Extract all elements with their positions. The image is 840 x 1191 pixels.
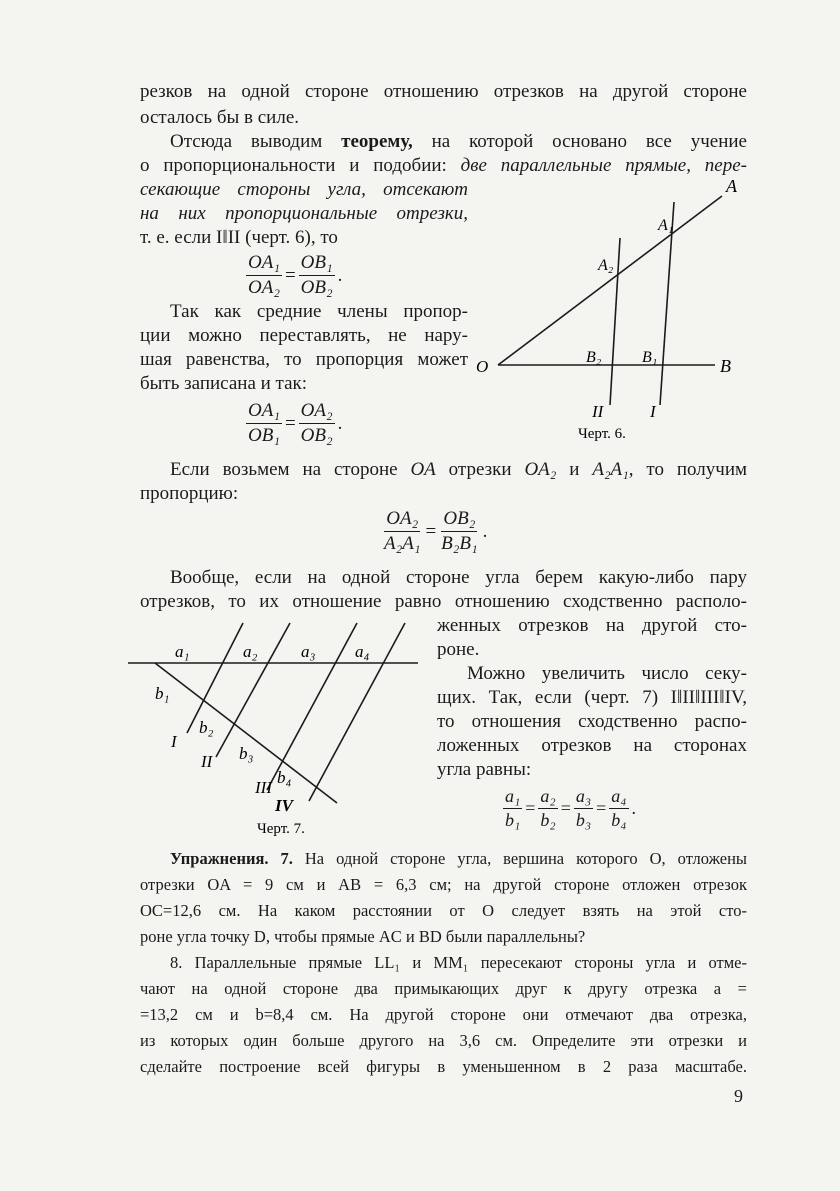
numerator: OA₂ <box>384 508 420 532</box>
denominator: OB₂ <box>300 277 333 298</box>
formula-1 <box>246 252 345 299</box>
text-line-5: секающие стороны угла, отсекают <box>140 179 468 200</box>
text-span: о пропорциональности и подобии: <box>140 155 461 176</box>
denominator: b₂ <box>540 810 556 830</box>
exercise-7-line-2: отрезки OA = 9 см и AB = 6,3 см; на другой стороне отложен отрезок <box>140 875 747 894</box>
fig6-label-A: A <box>726 176 737 196</box>
fraction <box>503 786 522 831</box>
numerator: OB₁ <box>299 252 335 276</box>
fig6-label-I: I <box>650 402 656 421</box>
formula-3 <box>382 508 490 555</box>
fig7-side-b <box>155 663 337 803</box>
equals-sign: = <box>284 412 296 434</box>
denominator: A₂A₁ <box>384 533 421 554</box>
text-span: Отсюда выводим <box>170 131 342 152</box>
text-line-6: на них пропорциональные отрезки, <box>140 203 468 224</box>
theorem-word: теорему, <box>341 131 413 152</box>
fig7-label-a2: a₂ <box>243 642 258 661</box>
text-line-16: женных отрезков на другой сто- <box>437 615 747 636</box>
fig7-label-b1: b₁ <box>155 684 170 703</box>
fig6-label-B2: B₂ <box>586 349 602 366</box>
text-line-15: отрезков, то их отношение равно отношению сходственно располо- <box>140 591 747 612</box>
period: . <box>482 520 488 542</box>
fraction <box>574 786 593 831</box>
equals-sign: = <box>425 520 437 542</box>
numerator: OA₁ <box>246 252 282 276</box>
formula-4 <box>503 786 639 831</box>
denominator: OB₂ <box>300 425 333 446</box>
text-line-8: Так как средние члены пропор- <box>170 301 468 322</box>
denominator: b₃ <box>575 810 592 830</box>
fraction <box>382 508 422 555</box>
fig7-label-b3: b₃ <box>239 744 254 763</box>
fig6-side-OA <box>498 196 722 365</box>
text-line-13: пропорцию: <box>140 483 239 504</box>
page-number: 9 <box>734 1086 743 1106</box>
numerator: OA₂ <box>299 400 335 424</box>
text-line-17: роне. <box>437 639 480 660</box>
fraction <box>609 786 628 831</box>
fraction <box>299 400 335 447</box>
fraction <box>439 508 479 555</box>
exercises-heading: Упражнения. 7. <box>170 849 293 868</box>
numerator: OA₁ <box>246 400 282 424</box>
equals-sign: = <box>596 798 607 818</box>
period: . <box>337 264 343 286</box>
fig7-label-a4: a₄ <box>355 642 370 661</box>
period: . <box>631 798 637 818</box>
numerator: OB₂ <box>441 508 477 532</box>
text-line-7: т. е. если I‖II (черт. 6), то <box>140 227 338 248</box>
text-span: на которой основано все учение <box>412 131 747 152</box>
text-line-19: щих. Так, если (черт. 7) I‖II‖III‖IV, <box>437 687 747 708</box>
numerator: a₁ <box>503 786 522 809</box>
denominator: b₄ <box>611 810 627 830</box>
fraction <box>538 786 557 831</box>
fraction <box>246 400 282 447</box>
numerator: a₄ <box>609 786 628 809</box>
text-line-2: осталось бы в силе. <box>140 107 300 128</box>
denominator: OB₁ <box>248 425 280 446</box>
fig6-caption: Черт. 6. <box>578 426 626 442</box>
fraction <box>299 252 335 299</box>
text-line-20: то отношения сходственно распо- <box>437 711 747 732</box>
fig6-label-O: O <box>476 357 489 376</box>
fig7-label-b4: b₄ <box>277 768 292 787</box>
text-span: и <box>556 459 593 480</box>
fig6-label-II: II <box>592 402 604 421</box>
text-span: Если возьмем на стороне <box>170 459 411 480</box>
fig6-label-A2: A₂ <box>598 257 614 274</box>
fig7-caption: Черт. 7. <box>257 821 305 837</box>
math-OA: OA <box>410 459 436 480</box>
fig7-label-IV: IV <box>275 796 293 815</box>
fig7-label-II: II <box>201 752 213 771</box>
math-A2A1: A₂A₁ <box>592 459 629 480</box>
fig7-label-a3: a₃ <box>301 642 316 661</box>
exercise-8-line-4: из которых один больше другого на 3,6 см. Определите эти отрезки и <box>140 1031 747 1050</box>
math-OA2: OA₂ <box>524 459 557 480</box>
text-line-22: угла равны: <box>437 759 532 780</box>
fig7-label-a1: a₁ <box>175 642 190 661</box>
fig6-label-A1: A₁ <box>658 217 674 234</box>
fig7-label-b2: b₂ <box>199 718 214 737</box>
text-line-12 <box>170 458 747 482</box>
theorem-italic: две параллельные прямые, пере- <box>460 155 747 176</box>
fig7-parallel-I <box>187 623 243 733</box>
figure-6 <box>470 170 750 450</box>
fig7-label-I: I <box>171 732 177 751</box>
text-line-9: ции можно переставлять, не нару- <box>140 325 468 346</box>
figure-7 <box>125 615 425 840</box>
text-line-21: ложенных отрезков на сторонах <box>437 735 747 756</box>
exercise-7-line-3: OC=12,6 см. На каком расстоянии от O следует взять на этой сто- <box>140 901 747 920</box>
formula-2 <box>246 400 345 447</box>
exercise-7-line-4: роне угла точку D, чтобы прямые AC и BD были параллельны? <box>140 927 586 946</box>
equals-sign: = <box>560 798 571 818</box>
exercise-8-line-2: чают на одной стороне два примыкающих друг к другу отрезка a = <box>140 979 747 998</box>
fig6-label-B: B <box>720 356 731 376</box>
text-span: На одной стороне угла, вершина которого O, отложены <box>292 849 747 868</box>
fig6-label-B1: B₁ <box>642 349 658 366</box>
text-span: отрезки <box>435 459 525 480</box>
denominator: OA₂ <box>248 277 280 298</box>
fig7-label-III: III <box>255 778 272 797</box>
text-line-1: резков на одной стороне отношению отрезков на другой стороне <box>140 81 747 102</box>
exercise-7-line-1 <box>170 846 747 872</box>
text-line-10: шая равенства, то пропорция может <box>140 349 468 370</box>
denominator: b₁ <box>505 810 521 830</box>
period: . <box>337 412 343 434</box>
numerator: a₂ <box>538 786 557 809</box>
text-line-18: Можно увеличить число секу- <box>467 663 747 684</box>
text-line-3 <box>170 130 747 154</box>
fraction <box>246 252 282 299</box>
numerator: a₃ <box>574 786 593 809</box>
text-line-11: быть записана и так: <box>140 373 308 394</box>
denominator: B₂B₁ <box>441 533 478 554</box>
exercise-8-line-5: сделайте построение всей фигуры в уменьшенном в 2 раза масштабе. <box>140 1057 747 1076</box>
equals-sign: = <box>284 264 296 286</box>
exercise-8-line-3: =13,2 см и b=8,4 см. На другой стороне они отмечают два отрезка, <box>140 1005 747 1024</box>
equals-sign: = <box>525 798 536 818</box>
text-span: , то получим <box>628 459 748 480</box>
exercise-8-line-1: 8. Параллельные прямые LL₁ и MM₁ пересекают стороны угла и отме- <box>170 953 747 972</box>
text-line-14: Вообще, если на одной стороне угла берем какую-либо пару <box>170 567 747 588</box>
